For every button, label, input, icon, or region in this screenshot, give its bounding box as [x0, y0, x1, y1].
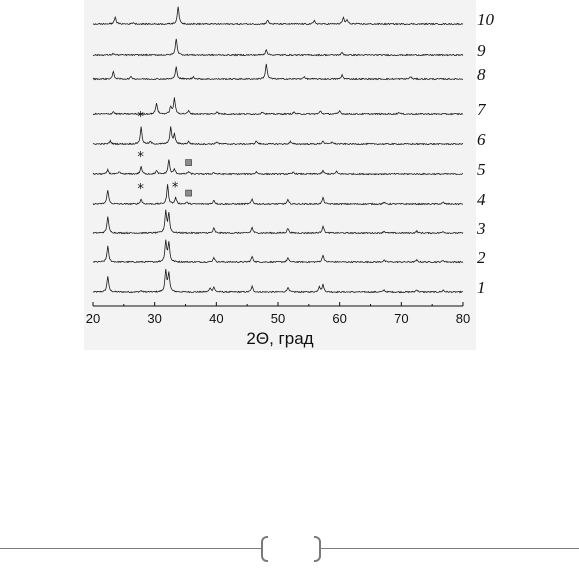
series-label-4: 4	[477, 190, 486, 209]
series-label-6: 6	[477, 130, 486, 149]
xrd-curve-10	[93, 7, 463, 25]
xrd-curve-7	[93, 97, 463, 114]
xrd-curve-8	[93, 64, 463, 80]
series-label-8: 8	[477, 65, 486, 84]
xrd-curve-4	[93, 184, 463, 204]
x-axis-label: 2Θ, град	[246, 329, 314, 348]
xrd-curve-5	[93, 160, 463, 175]
xrd-curve-1	[93, 269, 463, 293]
series-label-5: 5	[477, 160, 486, 179]
xrd-curves	[93, 7, 463, 293]
series-label-7: 7	[477, 100, 486, 119]
page-number-bracket-left	[261, 536, 268, 562]
xrd-curve-2	[93, 240, 463, 263]
x-tick-label: 60	[332, 311, 347, 326]
phase-markers	[137, 110, 191, 197]
x-tick-label: 30	[147, 311, 162, 326]
x-tick-label: 50	[270, 311, 286, 326]
xrd-curve-3	[93, 210, 463, 234]
x-tick-label: 20	[85, 311, 101, 326]
phase-marker-star: *	[137, 182, 144, 198]
phase-marker-square	[186, 190, 192, 196]
phase-marker-star: *	[171, 180, 179, 196]
xrd-curve-9	[93, 39, 463, 56]
xrd-curve-6	[93, 126, 463, 144]
phase-marker-star: *	[137, 149, 144, 165]
x-tick-label: 40	[209, 311, 224, 326]
series-label-2: 2	[477, 248, 486, 267]
page-number-bracket-right	[314, 536, 321, 562]
series-label-9: 9	[477, 41, 486, 60]
x-tick-label: 70	[394, 311, 409, 326]
series-label-10: 10	[477, 10, 494, 29]
series-label-1: 1	[477, 278, 486, 297]
x-tick-label: 80	[455, 311, 471, 326]
series-label-3: 3	[477, 219, 486, 238]
page-number	[268, 540, 314, 558]
phase-marker-star: *	[137, 110, 144, 126]
phase-marker-square	[186, 160, 192, 166]
series-labels	[476, 10, 495, 297]
